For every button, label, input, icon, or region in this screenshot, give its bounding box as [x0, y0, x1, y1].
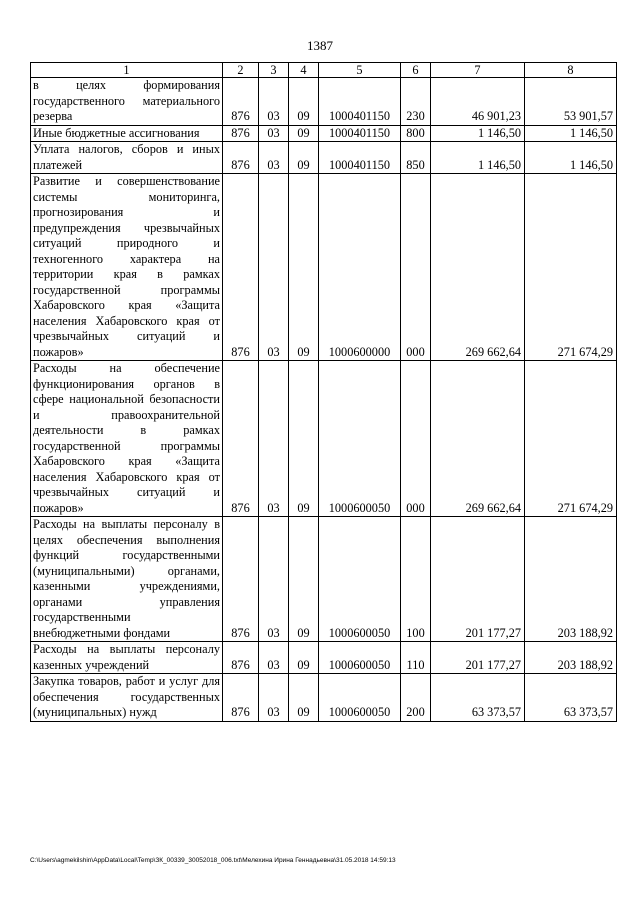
- budget-table: [30, 62, 617, 722]
- cell-ministry-code: 876: [223, 674, 259, 722]
- cell-section: 03: [259, 174, 289, 361]
- column-header: 2: [223, 63, 259, 78]
- cell-target-article: 1000600050: [319, 642, 401, 674]
- cell-ministry-code: 876: [223, 174, 259, 361]
- page-number: 1387: [307, 38, 333, 53]
- cell-section: 03: [259, 642, 289, 674]
- cell-section: 03: [259, 78, 289, 126]
- cell-subsection: 09: [289, 142, 319, 174]
- row-description: в целях формирования государственного материального резерва: [31, 78, 223, 126]
- cell-subsection: 09: [289, 642, 319, 674]
- cell-ministry-code: 876: [223, 517, 259, 642]
- column-header: 8: [525, 63, 617, 78]
- column-header: 7: [431, 63, 525, 78]
- row-description: Иные бюджетные ассигнования: [31, 125, 223, 142]
- table-row: [31, 674, 617, 722]
- cell-expense-type: 850: [401, 142, 431, 174]
- cell-target-article: 1000401150: [319, 125, 401, 142]
- column-header: 3: [259, 63, 289, 78]
- column-header: 1: [31, 63, 223, 78]
- row-description: Закупка товаров, работ и услуг для обеспечения государственных (муниципальных) нужд: [31, 674, 223, 722]
- cell-subsection: 09: [289, 674, 319, 722]
- cell-ministry-code: 876: [223, 361, 259, 517]
- cell-expense-type: 200: [401, 674, 431, 722]
- cell-section: 03: [259, 517, 289, 642]
- table-row: [31, 174, 617, 361]
- cell-amount-year2: 271 674,29: [525, 361, 617, 517]
- table-row: [31, 517, 617, 642]
- cell-ministry-code: 876: [223, 142, 259, 174]
- cell-target-article: 1000600050: [319, 674, 401, 722]
- row-description: Уплата налогов, сборов и иных платежей: [31, 142, 223, 174]
- row-description: Развитие и совершенствование системы мониторинга, прогнозирования и предупреждения чрезвычайных ситуаций природного и техногенного характера на территории края в рамках государственной программы Хабаровского края «Защита населения Хабаровского края от чрезвычайных ситуаций и пожаров»: [31, 174, 223, 361]
- cell-ministry-code: 876: [223, 642, 259, 674]
- cell-amount-year1: 1 146,50: [431, 125, 525, 142]
- column-header: 6: [401, 63, 431, 78]
- cell-subsection: 09: [289, 517, 319, 642]
- cell-expense-type: 800: [401, 125, 431, 142]
- cell-amount-year2: 203 188,92: [525, 517, 617, 642]
- cell-amount-year2: 1 146,50: [525, 142, 617, 174]
- cell-amount-year1: 269 662,64: [431, 174, 525, 361]
- cell-subsection: 09: [289, 78, 319, 126]
- cell-section: 03: [259, 125, 289, 142]
- cell-target-article: 1000401150: [319, 78, 401, 126]
- cell-section: 03: [259, 142, 289, 174]
- cell-expense-type: 000: [401, 174, 431, 361]
- cell-amount-year1: 1 146,50: [431, 142, 525, 174]
- cell-expense-type: 000: [401, 361, 431, 517]
- cell-expense-type: 110: [401, 642, 431, 674]
- cell-amount-year1: 46 901,23: [431, 78, 525, 126]
- cell-target-article: 1000600050: [319, 517, 401, 642]
- cell-expense-type: 230: [401, 78, 431, 126]
- cell-amount-year1: 201 177,27: [431, 517, 525, 642]
- table-row: [31, 361, 617, 517]
- row-description: Расходы на выплаты персоналу казенных учреждений: [31, 642, 223, 674]
- file-path-footer: C:\Users\agmekilshin\AppData\Local\Temp\ЗК_00339_30052018_006.txt\Мелехина Ирина Геннадьевна\31.05.2018 14:59:13: [30, 857, 396, 864]
- cell-section: 03: [259, 674, 289, 722]
- cell-amount-year1: 269 662,64: [431, 361, 525, 517]
- column-header: 5: [319, 63, 401, 78]
- cell-target-article: 1000401150: [319, 142, 401, 174]
- cell-ministry-code: 876: [223, 125, 259, 142]
- cell-amount-year2: 271 674,29: [525, 174, 617, 361]
- cell-amount-year1: 201 177,27: [431, 642, 525, 674]
- cell-amount-year2: 53 901,57: [525, 78, 617, 126]
- cell-subsection: 09: [289, 174, 319, 361]
- table-row: [31, 78, 617, 126]
- table-row: [31, 125, 617, 142]
- cell-expense-type: 100: [401, 517, 431, 642]
- cell-amount-year2: 63 373,57: [525, 674, 617, 722]
- cell-subsection: 09: [289, 361, 319, 517]
- table-row: [31, 142, 617, 174]
- cell-amount-year1: 63 373,57: [431, 674, 525, 722]
- cell-amount-year2: 1 146,50: [525, 125, 617, 142]
- row-description: Расходы на выплаты персоналу в целях обеспечения выполнения функций государственными (муниципальными) органами, казенными учреждениями, органами управления государственными внебюджетными фондами: [31, 517, 223, 642]
- cell-amount-year2: 203 188,92: [525, 642, 617, 674]
- column-header: 4: [289, 63, 319, 78]
- table-row: [31, 642, 617, 674]
- cell-subsection: 09: [289, 125, 319, 142]
- cell-target-article: 1000600000: [319, 174, 401, 361]
- cell-target-article: 1000600050: [319, 361, 401, 517]
- cell-section: 03: [259, 361, 289, 517]
- cell-ministry-code: 876: [223, 78, 259, 126]
- table-header-row: [31, 63, 617, 78]
- row-description: Расходы на обеспечение функционирования органов в сфере национальной безопасности и правоохранительной деятельности в рамках государственной программы Хабаровского края «Защита населения Хабаровского края от чрезвычайных ситуаций и пожаров»: [31, 361, 223, 517]
